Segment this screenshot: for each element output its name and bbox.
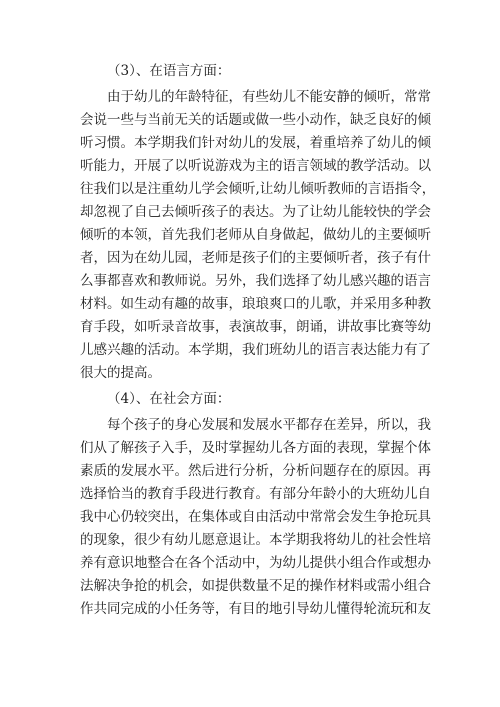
text-line: 倾听的本领，首先我们老师从自身做起，做幼儿的主要倾听 — [80, 227, 431, 243]
text-line: 会说一些与当前无关的话题或做一些小动作，缺乏良好的倾 — [80, 112, 431, 128]
text-line: 选择恰当的教育手段进行教育。有部分年龄小的大班幼儿自 — [80, 486, 431, 502]
section-heading-social: （4）、在社会方面： — [107, 391, 231, 407]
text-line: 作共同完成的小任务等，有目的地引导幼儿懂得轮流玩和友 — [80, 601, 431, 617]
text-line: 材料。如生动有趣的故事，琅琅爽口的儿歌，并采用多种教 — [80, 296, 431, 312]
text-line: 由于幼儿的年龄特征，有些幼儿不能安静的倾听，常常 — [107, 89, 431, 105]
document-body — [80, 60, 436, 621]
text-line: 素质的发展水平。然后进行分析，分析问题存在的原因。再 — [80, 463, 431, 479]
text-line: 法解决争抢的机会，如提供数量不足的操作材料或需小组合 — [80, 578, 431, 594]
text-line: 的现象，很少有幼儿愿意退让。本学期我将幼儿的社会性培 — [80, 532, 431, 548]
text-line: 听能力，开展了以听说游戏为主的语言领域的教学活动。以 — [80, 158, 431, 174]
text-line: 者，因为在幼儿园，老师是孩子们的主要倾听者，孩子有什 — [80, 250, 431, 266]
text-line: 育手段，如听录音故事，表演故事，朗诵，讲故事比赛等幼 — [80, 319, 431, 335]
text-line: 每个孩子的身心发展和发展水平都存在差异，所以，我 — [107, 417, 431, 433]
paragraph-language — [80, 86, 436, 385]
text-line: 我中心仍较突出，在集体或自由活动中常常会发生争抢玩具 — [80, 509, 431, 525]
section-heading-language: （3）、在语言方面： — [107, 63, 231, 79]
text-line: 们从了解孩子入手，及时掌握幼儿各方面的表现，掌握个体 — [80, 440, 431, 456]
text-line: 儿感兴趣的活动。本学期，我们班幼儿的语言表达能力有了 — [80, 342, 431, 358]
text-line: 听习惯。本学期我们针对幼儿的发展，着重培养了幼儿的倾 — [80, 135, 431, 151]
paragraph-social — [80, 414, 430, 621]
text-line: 很大的提高。 — [80, 365, 161, 381]
text-line: 养有意识地整合在各个活动中，为幼儿提供小组合作或想办 — [80, 555, 431, 571]
text-line: 么事都喜欢和教师说。另外，我们选择了幼儿感兴趣的语言 — [80, 273, 431, 289]
text-line: 往我们以是注重幼儿学会倾听,让幼儿倾听教师的言语指令， — [80, 181, 436, 197]
text-line: 却忽视了自己去倾听孩子的表达。为了让幼儿能较快的学会 — [80, 204, 431, 220]
